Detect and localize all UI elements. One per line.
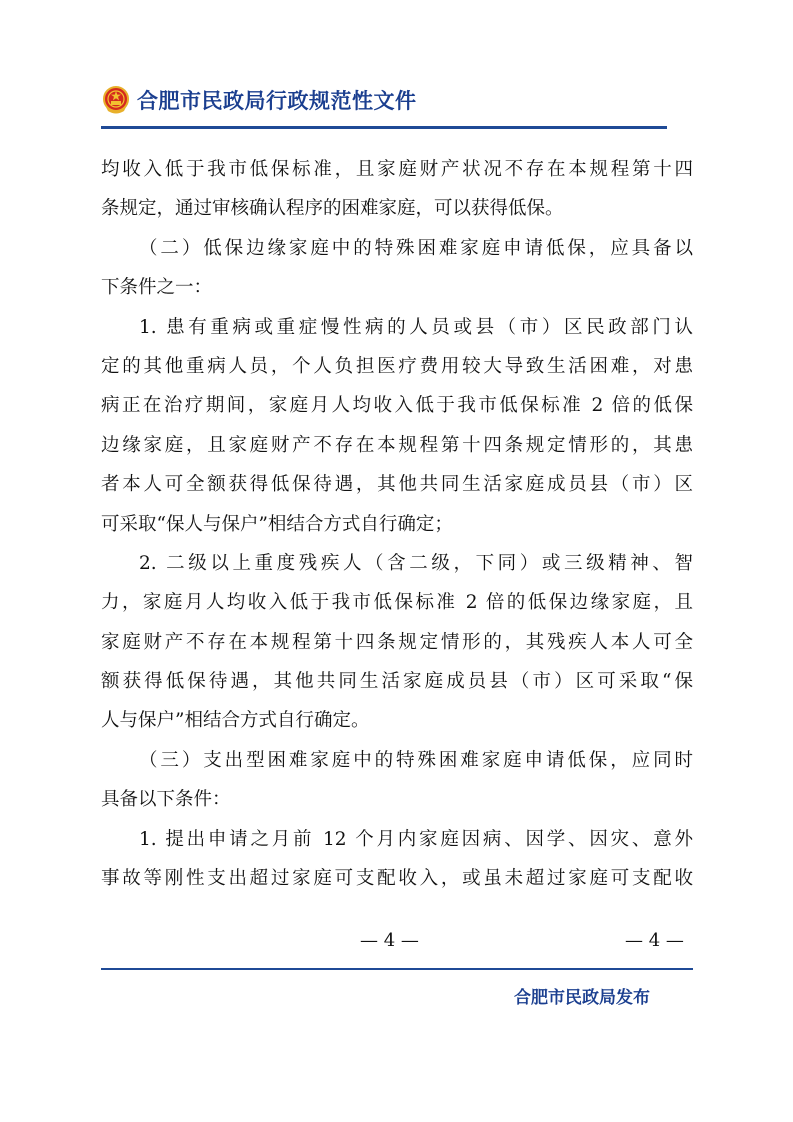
text-line: 额获得低保待遇，其他共同生活家庭成员县（市）区可采取“保: [101, 671, 693, 693]
text-line: 条规定，通过审核确认程序的困难家庭，可以获得低保。: [101, 198, 564, 220]
text-line: 具备以下条件：: [101, 789, 231, 811]
text-line: （二）低保边缘家庭中的特殊困难家庭申请低保，应具备以: [139, 237, 693, 259]
header-title: 合肥市民政局行政规范性文件: [137, 89, 417, 113]
text-line: 1. 患有重病或重症慢性病的人员或县（市）区民政部门认: [139, 316, 693, 338]
text-line: 均收入低于我市低保标准，且家庭财产状况不存在本规程第十四: [101, 159, 693, 180]
page-number-center: — 4 —: [360, 930, 419, 951]
text-line: 2. 二级以上重度残疾人（含二级，下同）或三级精神、智: [139, 552, 693, 574]
text-line: 事故等刚性支出超过家庭可支配收入，或虽未超过家庭可支配收: [101, 868, 693, 890]
national-emblem-icon: [101, 85, 131, 115]
text-line: 定的其他重病人员，个人负担医疗费用较大导致生活困难，对患: [101, 355, 693, 377]
text-line: 家庭财产不存在本规程第十四条规定情形的，其残疾人本人可全: [101, 631, 693, 653]
text-line: 人与保户”相结合方式自行确定。: [101, 710, 370, 732]
footer-publisher: 合肥市民政局发布: [514, 988, 650, 1008]
footer-divider: [101, 968, 693, 970]
text-line: 力，家庭月人均收入低于我市低保标准 2 倍的低保边缘家庭，且: [101, 592, 693, 614]
text-line: 1. 提出申请之月前 12 个月内家庭因病、因学、因灾、意外: [139, 828, 693, 850]
document-header: [101, 82, 417, 118]
text-line: 可采取“保人与保户”相结合方式自行确定；: [101, 513, 453, 535]
body-text: [101, 150, 693, 898]
text-line: 下条件之一：: [101, 277, 213, 299]
text-line: 病正在治疗期间，家庭月人均收入低于我市低保标准 2 倍的低保: [101, 395, 693, 417]
text-line: 者本人可全额获得低保待遇，其他共同生活家庭成员县（市）区: [101, 474, 693, 496]
text-line: （三）支出型困难家庭中的特殊困难家庭申请低保，应同时: [139, 749, 693, 771]
header-divider: [101, 126, 667, 129]
text-line: 边缘家庭，且家庭财产不存在本规程第十四条规定情形的，其患: [101, 434, 693, 456]
page-number-right: — 4 —: [625, 930, 684, 951]
